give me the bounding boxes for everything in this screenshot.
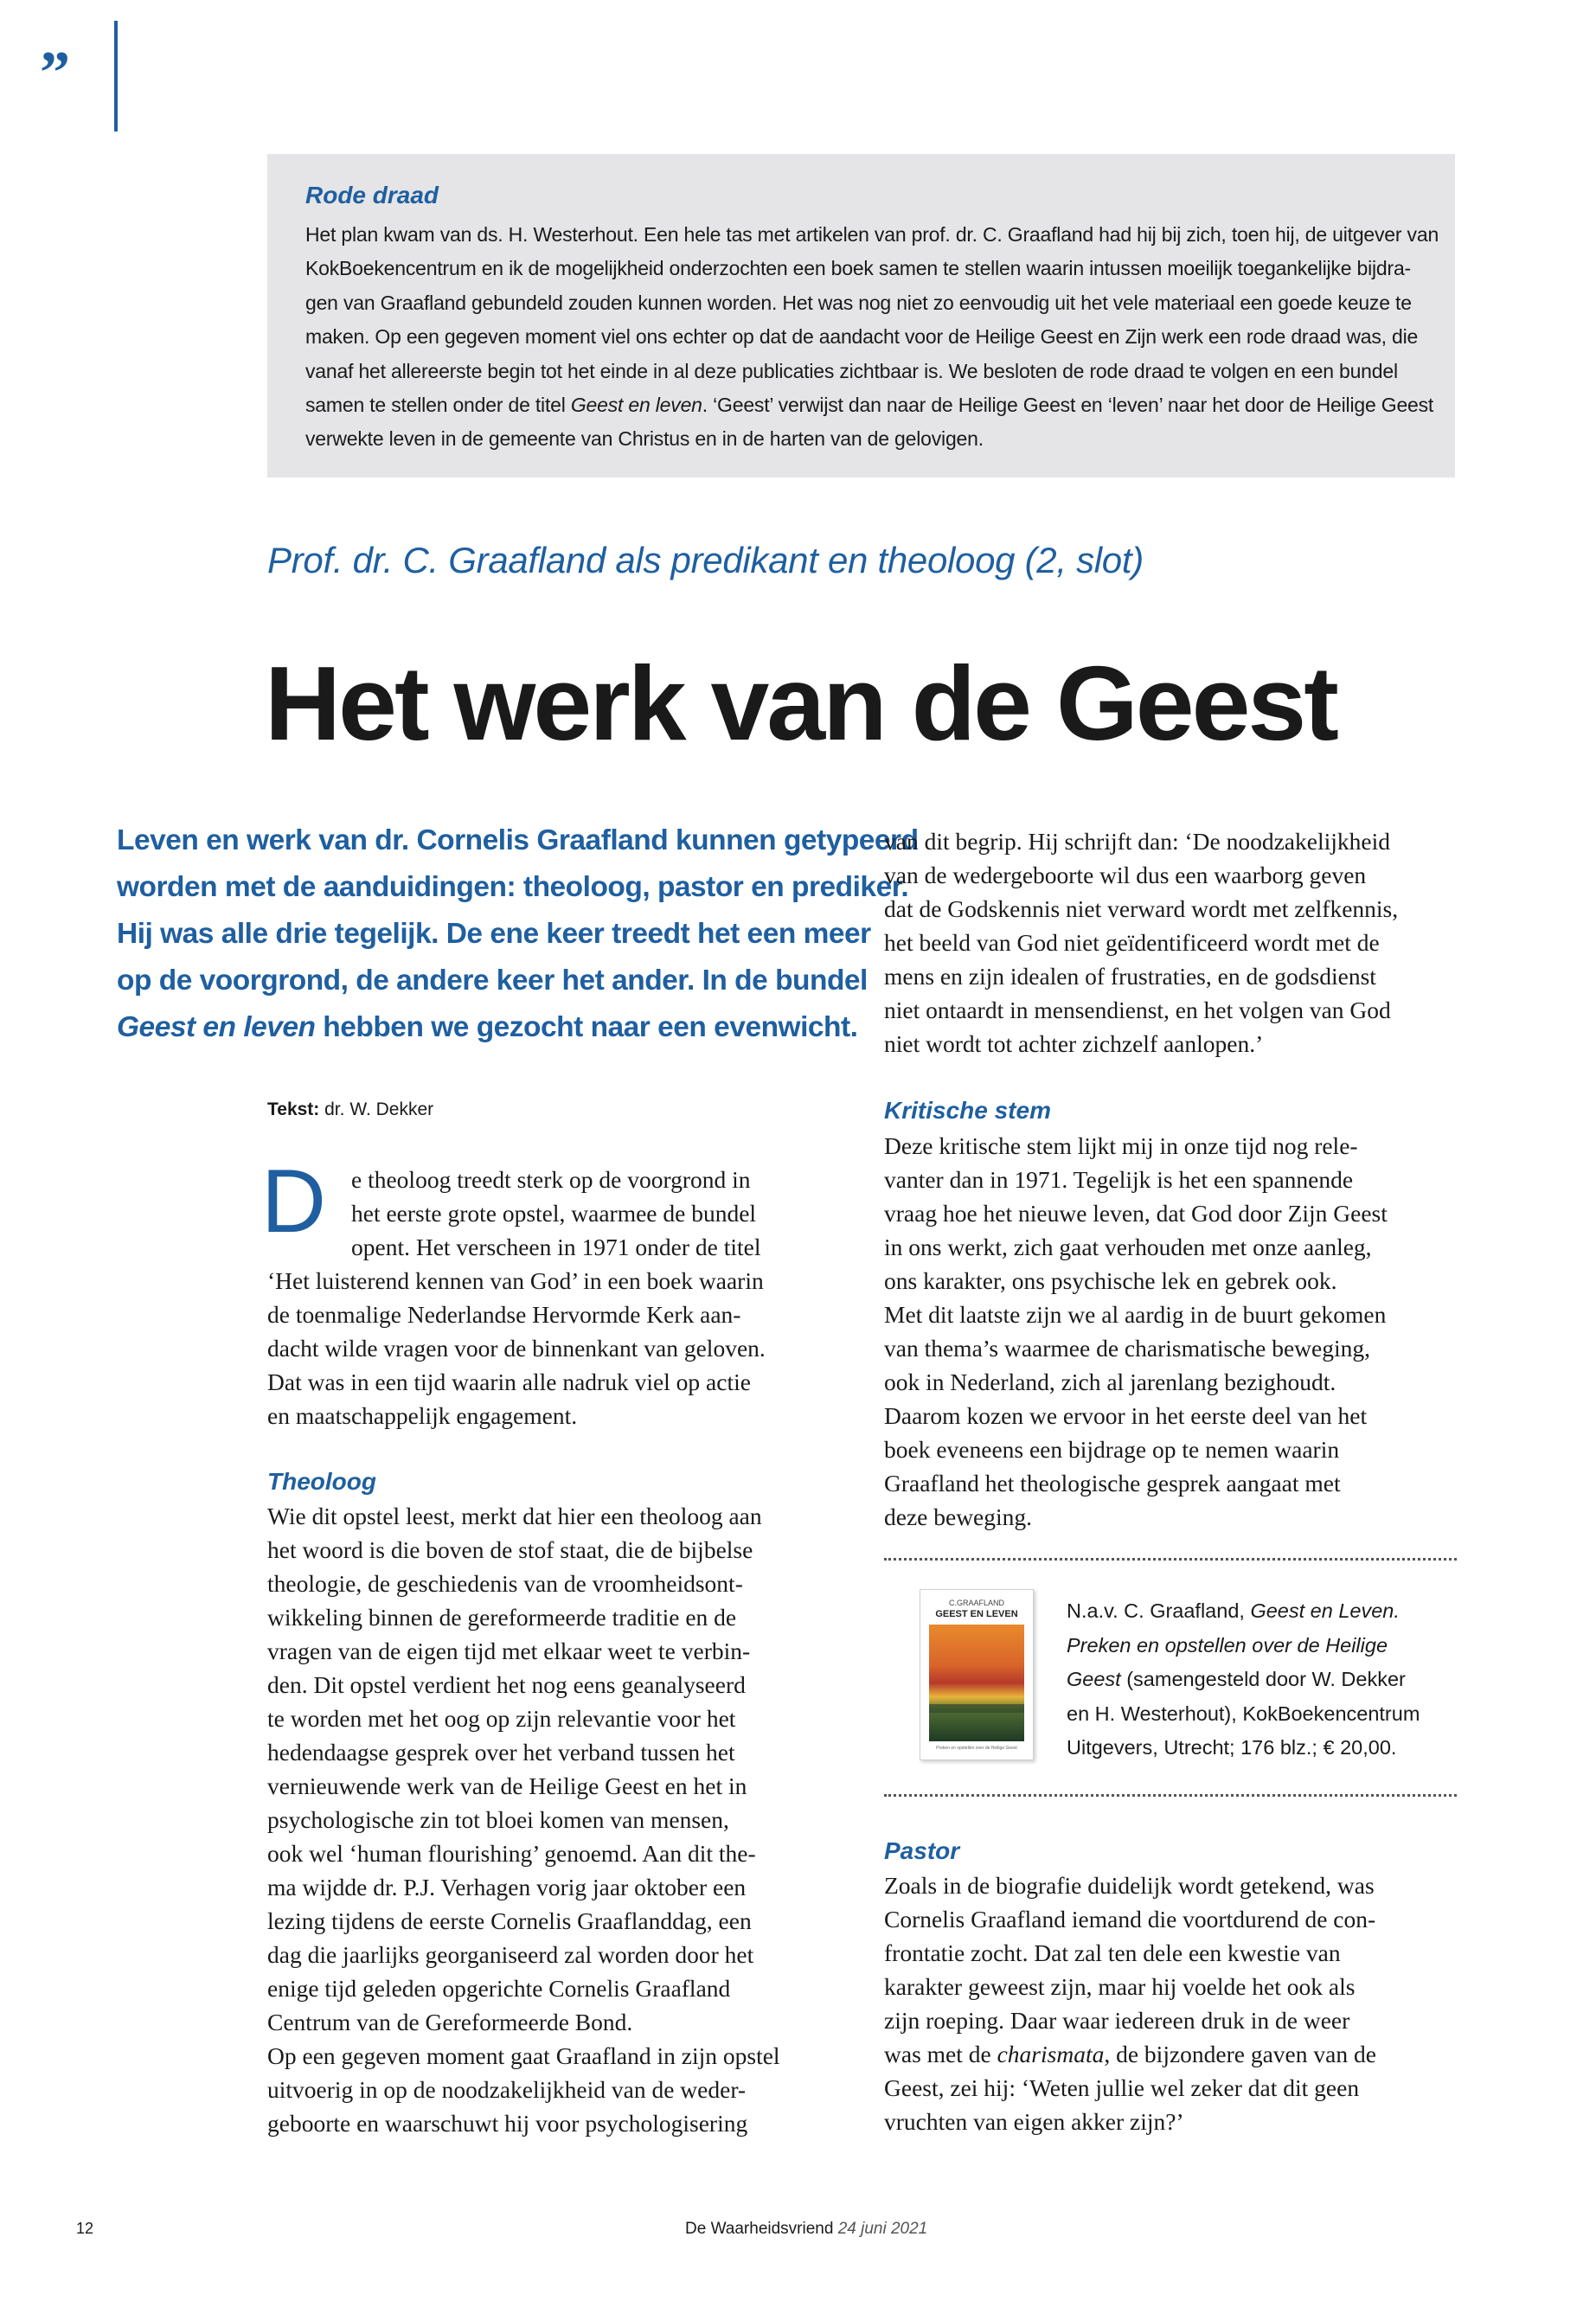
body-line: van de wedergeboorte wil dus een waarborg geven xyxy=(884,862,1367,888)
byline-author: dr. W. Dekker xyxy=(319,1099,434,1119)
body-line: enige tijd geleden opgerichte Cornelis Graafland xyxy=(267,1975,731,2002)
book-info xyxy=(1067,1594,1420,1766)
body-emphasis: charismata xyxy=(997,2041,1105,2067)
body-line: te worden met het oog op zijn relevantie voor het xyxy=(267,1705,736,1732)
subheading-theoloog: Theoloog xyxy=(267,1468,376,1495)
body-line: en maatschappelijk engagement. xyxy=(267,1402,578,1429)
page-number: 12 xyxy=(76,2220,94,2237)
book-title: Geest en Leven. xyxy=(1250,1599,1400,1622)
book-line xyxy=(1067,1594,1420,1629)
box-line-title: Geest en leven xyxy=(570,394,702,417)
book-title: Preken en opstellen over de Heilige xyxy=(1067,1633,1388,1657)
body-text: was met de xyxy=(884,2041,997,2067)
dotted-divider xyxy=(884,1794,1457,1797)
body-line: lezing tijdens de eerste Cornelis Graaflanddag, een xyxy=(267,1907,752,1934)
lead-line: worden met de aanduidingen: theoloog, pastor en prediker. xyxy=(117,871,909,903)
box-line: vanaf het allereerste begin tot het einde in al deze publicaties zichtbaar is. We besloten de rode draad te volgen en een bundel xyxy=(305,359,1398,382)
body-line: vragen van de eigen tijd met elkaar weet te verbin- xyxy=(267,1638,751,1664)
body-line: ons karakter, ons psychische lek en gebrek ook. xyxy=(884,1267,1337,1294)
right-column-top xyxy=(884,824,1398,1061)
box-line: gen van Graafland gebundeld zouden kunnen worden. Het was nog niet zo eenvoudig uit het vele materiaal een goede keuze te xyxy=(305,291,1412,314)
body-line: hedendaagse gesprek over het verband tussen het xyxy=(267,1739,735,1766)
box-line-text: . ‘Geest’ verwijst dan naar de Heilige Geest en ‘leven’ naar het door de Heilige Geest xyxy=(702,394,1434,417)
body-line: geboorte en waarschuwt hij voor psychologisering xyxy=(267,2110,748,2137)
body-line: Op een gegeven moment gaat Graafland in zijn opstel xyxy=(267,2042,780,2069)
pastor-paragraph xyxy=(884,1868,1376,2138)
box-line xyxy=(305,388,1434,422)
article-kicker: Prof. dr. C. Graafland als predikant en theoloog (2, slot) xyxy=(267,540,1144,580)
intro-indented xyxy=(351,1163,760,1264)
box-line: Het plan kwam van ds. H. Westerhout. Een hele tas met artikelen van prof. dr. C. Graafland had hij bij zich, toen hij, de uitgever van xyxy=(305,223,1439,246)
drop-cap: D xyxy=(261,1151,327,1252)
article-title: Het werk van de Geest xyxy=(265,644,1336,762)
body-line: Deze kritische stem lijkt mij in onze tijd nog rele- xyxy=(884,1132,1358,1159)
body-line: van dit begrip. Hij schrijft dan: ‘De noodzakelijkheid xyxy=(884,828,1390,855)
body-line: vruchten van eigen akker zijn?’ xyxy=(884,2108,1184,2135)
book-text: (samengesteld door W. Dekker xyxy=(1120,1668,1406,1690)
body-line: theologie, de geschiedenis van de vroomheidsont- xyxy=(267,1570,743,1597)
body-line: dacht wilde vragen voor de binnenkant van geloven. xyxy=(267,1335,766,1362)
dotted-divider xyxy=(884,1558,1457,1561)
body-line: Wie dit opstel leest, merkt dat hier een theoloog aan xyxy=(267,1503,762,1529)
lead-line: Leven en werk van dr. Cornelis Graafland kunnen getypeerd xyxy=(117,824,919,856)
body-line: ma wijdde dr. P.J. Verhagen vorig jaar oktober een xyxy=(267,1874,747,1900)
body-line: ‘Het luisterend kennen van God’ in een boek waarin xyxy=(267,1267,764,1294)
body-line: Centrum van de Gereformeerde Bond. xyxy=(267,2009,633,2035)
quote-mark-icon: ” xyxy=(40,40,70,106)
body-line: het beeld van God niet geïdentificeerd wordt met de xyxy=(884,929,1380,956)
body-line: ook in Nederland, zich al jarenlang bezighoudt. xyxy=(884,1368,1336,1395)
lead-text: hebben we gezocht naar een evenwicht. xyxy=(315,1011,858,1043)
issue-date: 24 juni 2021 xyxy=(837,2220,928,2238)
body-line: opent. Het verscheen in 1971 onder de titel xyxy=(351,1234,761,1260)
body-line: de toenmalige Nederlandse Hervormde Kerk aan- xyxy=(267,1301,741,1328)
magazine-name: De Waarheidsvriend xyxy=(685,2220,834,2238)
body-line: Daarom kozen we ervoor in het eerste deel van het xyxy=(884,1402,1368,1429)
cover-art xyxy=(929,1625,1024,1741)
body-line: psychologische zin tot bloei komen van mensen, xyxy=(267,1806,729,1833)
body-line: niet ontaardt in mensendienst, en het volgen van God xyxy=(884,997,1391,1023)
footer-publication xyxy=(685,2220,927,2239)
byline-label: Tekst: xyxy=(267,1099,320,1119)
box-heading: Rode draad xyxy=(305,182,439,208)
lead-line: Hij was alle drie tegelijk. De ene keer treedt het een meer xyxy=(117,918,871,950)
article-lead xyxy=(117,817,919,1051)
lead-line xyxy=(117,1004,878,1051)
theoloog-paragraph xyxy=(267,1499,780,2140)
box-line: maken. Op een gegeven moment viel ons echter op dat de aandacht voor de Heilige Geest en Zijn werk een rode draad was, die xyxy=(305,325,1419,349)
book-text: N.a.v. C. Graafland, xyxy=(1067,1599,1251,1622)
body-line: vraag hoe het nieuwe leven, dat God door Zijn Geest xyxy=(884,1200,1388,1227)
body-line: niet wordt tot achter zichzelf aanlopen.’ xyxy=(884,1030,1264,1057)
body-line: den. Dit opstel verdient het nog eens geanalyseerd xyxy=(267,1671,746,1698)
box-line: KokBoekencentrum en ik de mogelijkheid onderzochten een boek samen te stellen waarin intussen moeilijk toegankelijke bijdra- xyxy=(305,257,1412,280)
lead-line: op de voorgrond, de andere keer het ander. In de bundel xyxy=(117,965,868,997)
book-title: Geest xyxy=(1067,1668,1121,1690)
body-line: e theoloog treedt sterk op de voorgrond in xyxy=(351,1166,751,1193)
subheading-pastor: Pastor xyxy=(884,1837,960,1864)
body-line: Zoals in de biografie duidelijk wordt getekend, was xyxy=(884,1872,1375,1899)
lead-title: Geest en leven xyxy=(117,1011,316,1043)
body-line: uitvoerig in op de noodzakelijkheid van de weder- xyxy=(267,2076,747,2103)
body-line: vernieuwende werk van de Heilige Geest en het in xyxy=(267,1772,747,1799)
book-line: en H. Westerhout), KokBoekencentrum xyxy=(1067,1702,1420,1725)
body-line: in ons werkt, zich gaat verhouden met onze aanleg, xyxy=(884,1234,1372,1260)
body-line: Graafland het theologische gesprek aangaat met xyxy=(884,1470,1341,1497)
body-line: Dat was in een tijd waarin alle nadruk viel op actie xyxy=(267,1368,751,1395)
body-line: deze beweging. xyxy=(884,1503,1033,1530)
kritische-paragraph xyxy=(884,1129,1388,1534)
body-line xyxy=(884,2037,1376,2071)
body-text: , de bijzondere gaven van de xyxy=(1104,2041,1376,2067)
body-line: wikkeling binnen de gereformeerde traditie en de xyxy=(267,1604,737,1631)
book-cover xyxy=(920,1589,1034,1760)
body-line: dag die jaarlijks georganiseerd zal worden door het xyxy=(267,1941,754,1968)
body-line: van thema’s waarmee de charismatische beweging, xyxy=(884,1335,1370,1362)
body-line: ook wel ‘human flourishing’ genoemd. Aan dit the- xyxy=(267,1840,756,1867)
subheading-kritische-stem: Kritische stem xyxy=(884,1097,1051,1124)
box-line: verwekte leven in de gemeente van Christus en in de harten van de gelovigen. xyxy=(305,427,984,451)
body-line: Met dit laatste zijn we al aardig in de buurt gekomen xyxy=(884,1301,1387,1328)
body-line: karakter geweest zijn, maar hij voelde het ook als xyxy=(884,1973,1356,2000)
body-line: zijn roeping. Daar waar iedereen druk in de weer xyxy=(884,2007,1350,2034)
body-line: boek eveneens een bijdrage op te nemen waarin xyxy=(884,1436,1340,1463)
body-line: het woord is die boven de stof staat, die de bijbelse xyxy=(267,1536,753,1563)
body-line: mens en zijn idealen of frustraties, en de godsdienst xyxy=(884,963,1376,990)
cover-subtitle: Preken en opstellen over de Heilige Geest xyxy=(936,1746,1017,1751)
cover-author: C.GRAAFLAND xyxy=(948,1599,1004,1607)
box-text xyxy=(305,218,1439,457)
body-line: dat de Godskennis niet verward wordt met zelfkennis, xyxy=(884,895,1399,922)
book-line xyxy=(1067,1663,1420,1697)
book-line xyxy=(1067,1629,1420,1663)
cover-title: GEEST EN LEVEN xyxy=(935,1609,1018,1619)
body-line: het eerste grote opstel, waarmee de bundel xyxy=(351,1200,757,1227)
byline xyxy=(267,1099,433,1120)
intro-paragraph xyxy=(267,1264,766,1433)
body-line: Geest, zei hij: ‘Weten jullie wel zeker dat dit geen xyxy=(884,2074,1360,2101)
top-vertical-rule xyxy=(114,21,118,131)
body-line: frontatie zocht. Dat zal ten dele een kwestie van xyxy=(884,1939,1341,1966)
body-line: Cornelis Graafland iemand die voortdurend de con- xyxy=(884,1906,1376,1932)
book-line: Uitgevers, Utrecht; 176 blz.; € 20,00. xyxy=(1067,1736,1397,1759)
body-line: vanter dan in 1971. Tegelijk is het een spannende xyxy=(884,1166,1354,1193)
box-line-text: samen te stellen onder de titel xyxy=(305,394,571,417)
